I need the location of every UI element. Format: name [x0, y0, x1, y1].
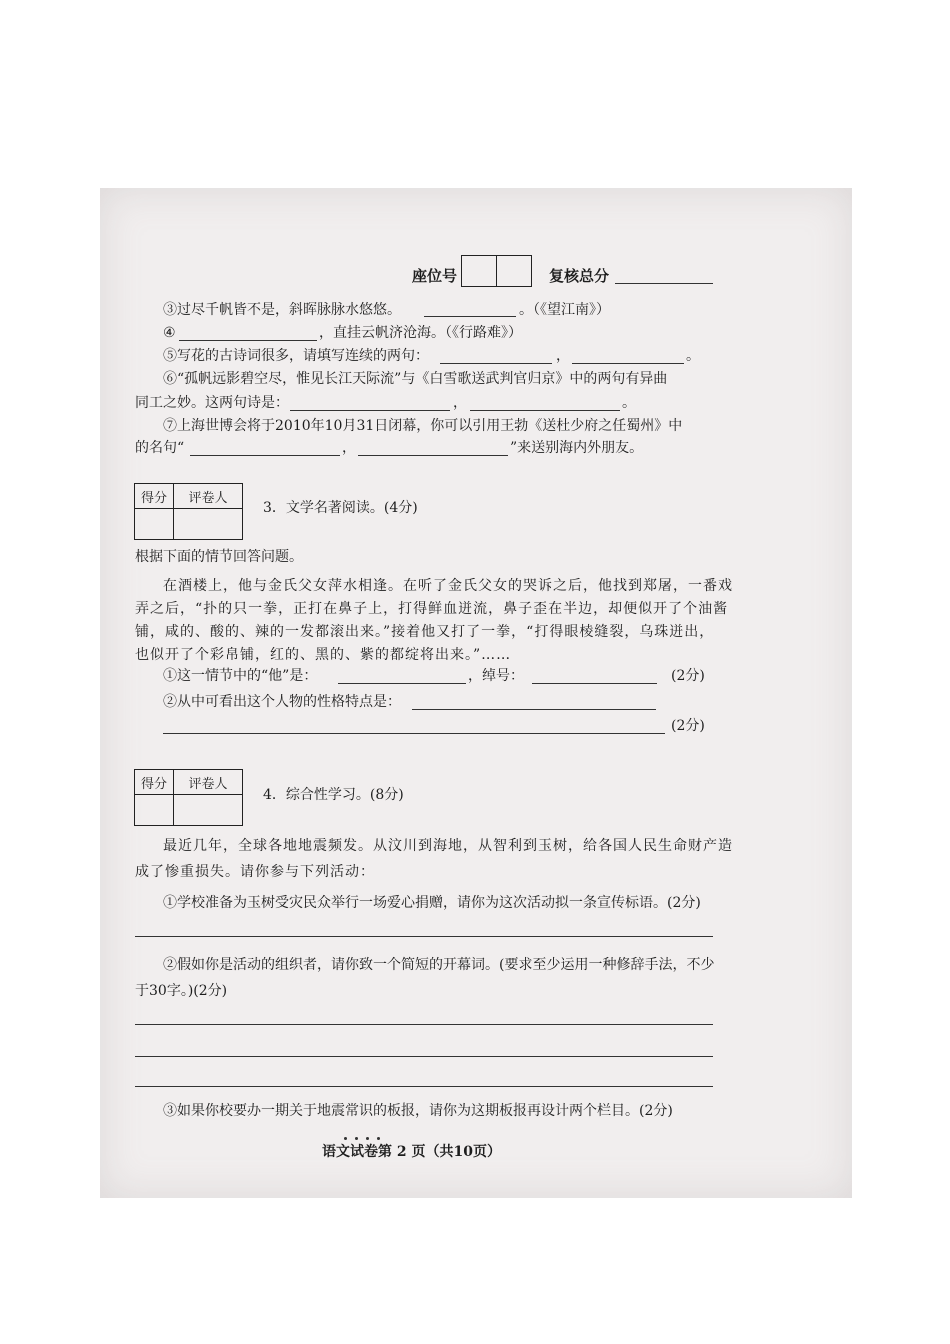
- grader-header: 评卷人: [174, 484, 243, 509]
- q4-intro-line1: 最近几年，全球各地地震频发。从汶川到海地，从智利到玉树，给各国人民生命财产造: [163, 838, 733, 854]
- question3-title: 3．文学名著阅读。(4分): [263, 500, 418, 516]
- item4-prefix: ④: [163, 325, 176, 341]
- item7-line2-suffix: ”来送别海内外朋友。: [510, 440, 644, 456]
- item6-line2: 同工之妙。这两句诗是：: [135, 395, 289, 411]
- item6-line1: ⑥“孤帆远影碧空尽，惟见长江天际流”与《白雪歌送武判官归京》中的两句有异曲: [163, 371, 668, 387]
- q3-sub2-blank-1[interactable]: [412, 709, 656, 710]
- q3-sub1-mid: ，绰号：: [468, 668, 524, 684]
- q4-sub1: ①学校准备为玉树受灾民众举行一场爱心捐赠，请你为这次活动拟一条宣传标语。(2分): [163, 895, 701, 911]
- passage-line2: 弄之后，“扑的只一拳，正打在鼻子上，打得鲜血迸流，鼻子歪在半边，却便似开了个油酱: [135, 601, 729, 617]
- q3-sub1-blank-name[interactable]: [338, 683, 466, 684]
- emphasis-dot: [366, 1137, 369, 1140]
- review-total-line[interactable]: [615, 283, 713, 284]
- item5-blank-2[interactable]: [572, 363, 684, 364]
- item7-blank-2[interactable]: [358, 455, 508, 456]
- q3-sub2-blank-2[interactable]: [163, 733, 665, 734]
- item7-line2-prefix: 的名句“: [135, 440, 185, 456]
- emphasis-dot: [344, 1137, 347, 1140]
- item6-period: 。: [622, 395, 636, 411]
- score-box-q4: [134, 769, 243, 826]
- seat-number-box-left[interactable]: [461, 255, 497, 287]
- q4-sub1-answer-line[interactable]: [135, 936, 713, 937]
- question4-title: 4．综合性学习。(8分): [263, 787, 404, 803]
- emphasis-dot: [377, 1137, 380, 1140]
- question3-intro: 根据下面的情节回答问题。: [135, 549, 303, 565]
- q4-sub2-answer-line-3[interactable]: [135, 1086, 713, 1087]
- item6-blank-1[interactable]: [290, 410, 450, 411]
- passage-line4: 也似开了个彩帛铺，红的、黑的、紫的都绽将出来。”……: [135, 647, 512, 663]
- item5-comma: ，: [556, 348, 570, 364]
- item6-comma: ，: [453, 395, 467, 411]
- page-footer: 语文试卷第 2 页（共10页）: [322, 1144, 501, 1160]
- item5-blank-1[interactable]: [440, 363, 552, 364]
- q3-sub2-prefix: ②从中可看出这个人物的性格特点是：: [163, 694, 401, 710]
- review-total-label: 复核总分: [549, 267, 610, 285]
- passage-line1: 在酒楼上，他与金氏父女萍水相逢。在听了金氏父女的哭诉之后，他找到郑屠，一番戏: [163, 578, 733, 594]
- item3-blank[interactable]: [424, 316, 516, 317]
- item3-text: ③过尽千帆皆不是，斜晖脉脉水悠悠。: [163, 302, 401, 318]
- q4-sub2-answer-line-2[interactable]: [135, 1056, 713, 1057]
- score-cell[interactable]: [135, 795, 174, 826]
- score-header: 得分: [135, 770, 174, 795]
- item5-text: ⑤写花的古诗词很多，请填写连续的两句：: [163, 348, 429, 364]
- q4-sub2-line1: ②假如你是活动的组织者，请你致一个简短的开幕词。(要求至少运用一种修辞手法，不少: [163, 957, 715, 973]
- item7-blank-1[interactable]: [190, 455, 340, 456]
- q3-sub2-points: (2分): [671, 718, 705, 734]
- score-cell[interactable]: [135, 509, 174, 540]
- q3-sub1-points: (2分): [671, 668, 705, 684]
- emphasis-dot: [355, 1137, 358, 1140]
- q3-sub1-prefix: ①这一情节中的“他”是：: [163, 668, 318, 684]
- item4-text: ，直挂云帆济沧海。（《行路难》）: [319, 325, 522, 341]
- q4-sub2-answer-line-1[interactable]: [135, 1024, 713, 1025]
- item6-blank-2[interactable]: [470, 410, 620, 411]
- item7-line1: ⑦上海世博会将于2010年10月31日闭幕，你可以引用王勃《送杜少府之任蜀州》中: [163, 418, 683, 434]
- q4-sub3: ③如果你校要办一期关于地震常识的板报，请你为这期板报再设计两个栏目。(2分): [163, 1103, 673, 1119]
- item4-blank[interactable]: [179, 340, 317, 341]
- q4-intro-line2: 成了惨重损失。请你参与下列活动：: [135, 864, 375, 880]
- item5-period: 。: [686, 348, 700, 364]
- seat-number-box-right[interactable]: [496, 255, 532, 287]
- seat-number-label: 座位号: [412, 267, 458, 285]
- item7-comma: ，: [342, 440, 356, 456]
- q4-sub2-line2: 于30字。)(2分): [135, 983, 228, 999]
- score-header: 得分: [135, 484, 174, 509]
- passage-line3: 铺，咸的、酸的、辣的一发都滚出来。”接着他又打了一拳，“打得眼棱缝裂，乌珠迸出，: [135, 624, 715, 640]
- q3-sub1-blank-nickname[interactable]: [532, 683, 657, 684]
- grader-header: 评卷人: [174, 770, 243, 795]
- grader-cell[interactable]: [174, 509, 243, 540]
- item3-source: 。（《望江南》）: [519, 302, 610, 318]
- score-box-q3: [134, 483, 243, 540]
- grader-cell[interactable]: [174, 795, 243, 826]
